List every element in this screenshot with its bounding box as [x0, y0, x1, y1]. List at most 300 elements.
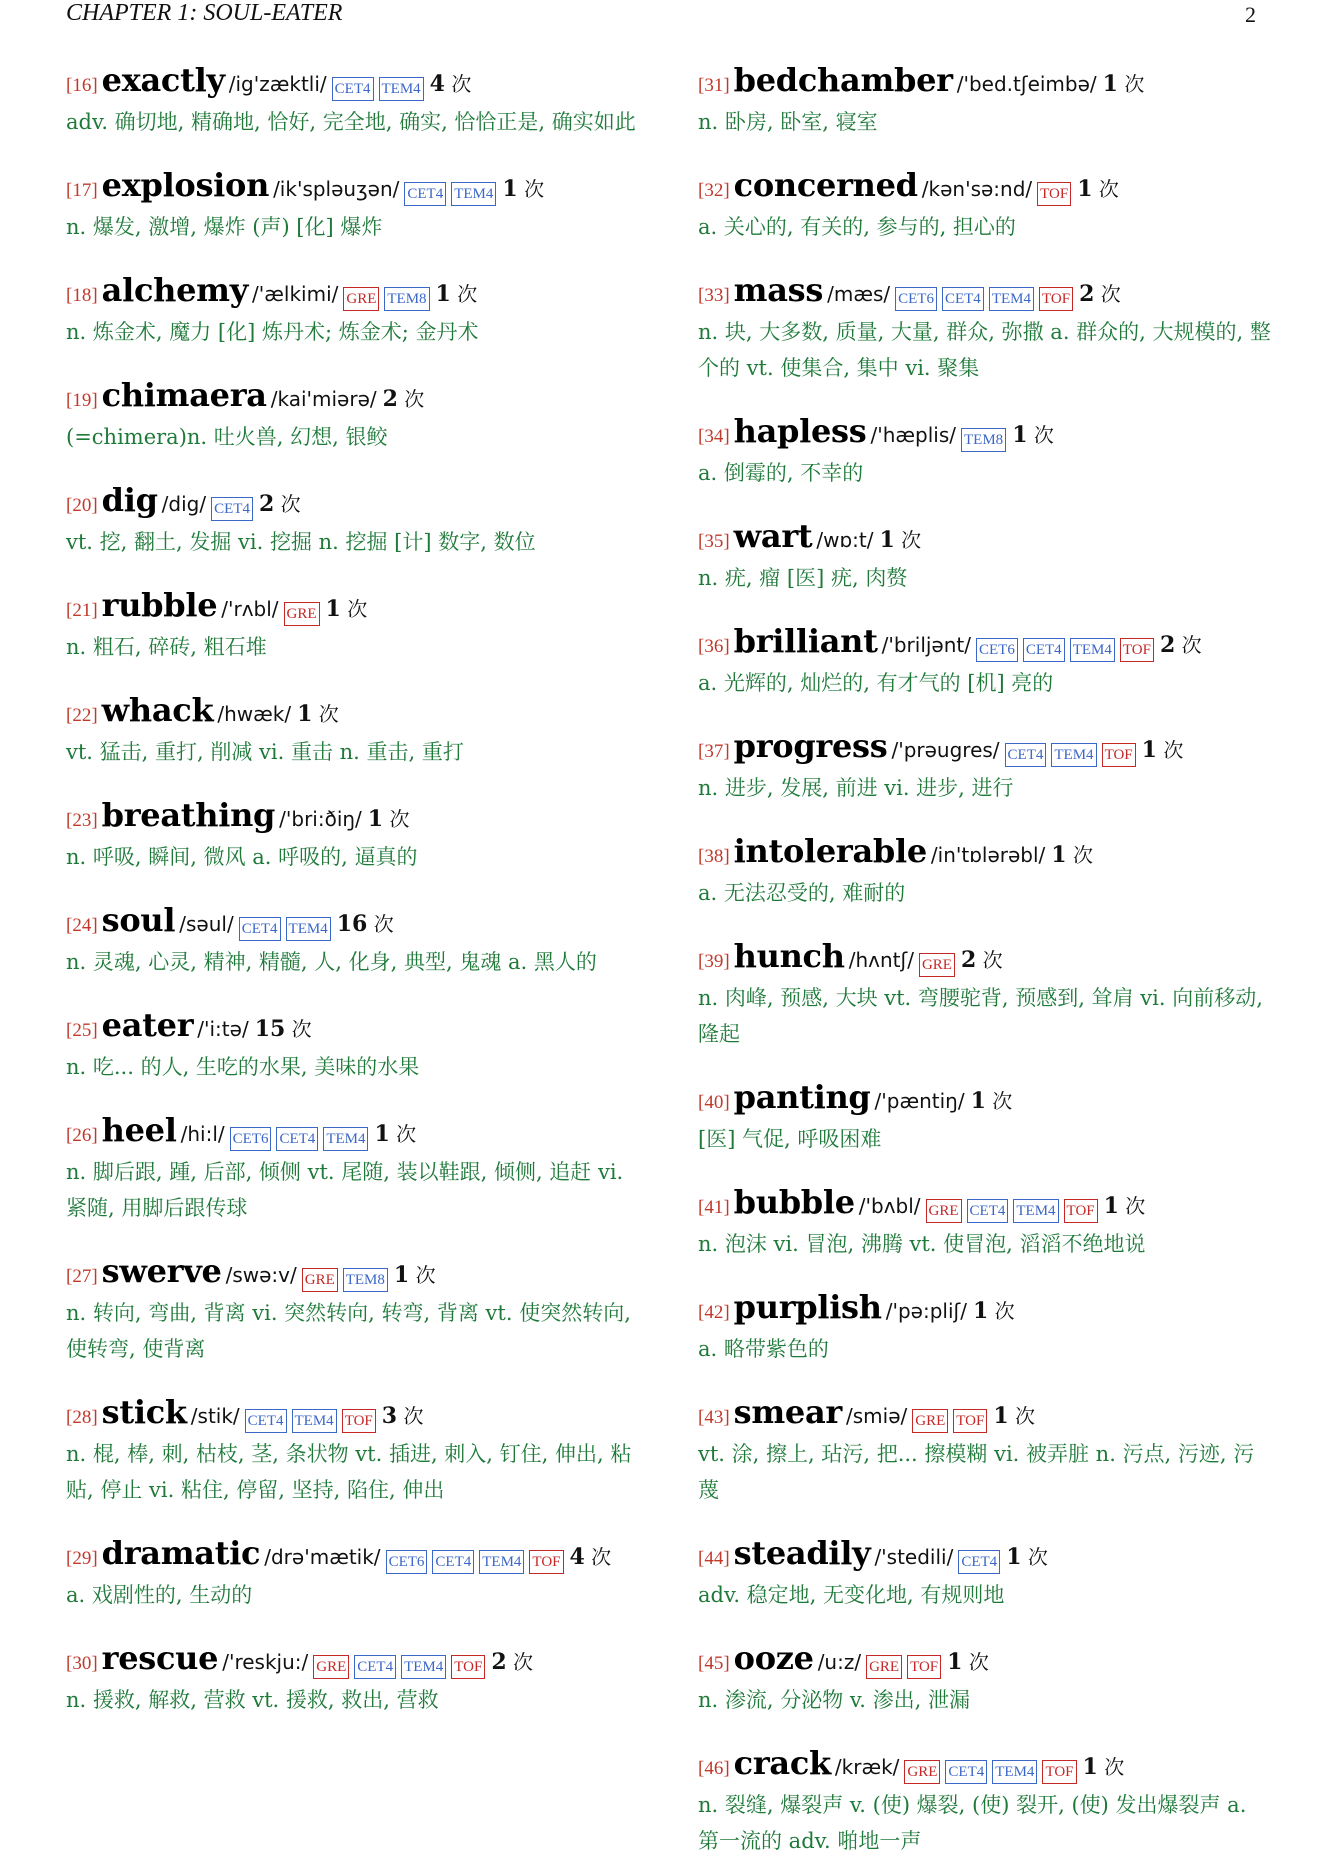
- entry-definition: n. 泡沫 vi. 冒泡, 沸腾 vt. 使冒泡, 滔滔不绝地说: [698, 1232, 1146, 1256]
- entry-headline: [66, 167, 641, 209]
- occurrence-count: [502, 177, 544, 201]
- count-unit: 次: [1125, 1194, 1146, 1218]
- count-number: 1: [1141, 737, 1157, 763]
- entry-index: [19]: [66, 390, 98, 411]
- entry-word: breathing: [101, 796, 276, 834]
- count-unit: 次: [318, 702, 339, 726]
- entry-phonetic: /hwæk/: [217, 702, 292, 726]
- count-unit: 次: [1072, 843, 1093, 867]
- exam-tag-badge: TEM8: [343, 1268, 388, 1292]
- entry-word: chimaera: [101, 376, 267, 414]
- entry-index: [20]: [66, 495, 98, 516]
- entry-phonetic: /'prəugres/: [891, 738, 1000, 762]
- left-column: [66, 62, 641, 1745]
- entry-definition: [医] 气促, 呼吸困难: [698, 1127, 882, 1151]
- occurrence-count: [394, 1263, 436, 1287]
- entry-definition: n. 援救, 解救, 营救 vt. 援救, 救出, 营救: [66, 1688, 439, 1712]
- count-unit: 次: [403, 1404, 424, 1428]
- count-number: 1: [374, 1121, 390, 1147]
- vocab-entry: [698, 728, 1273, 806]
- vocab-entry: [698, 272, 1273, 386]
- entry-word: intolerable: [733, 832, 927, 870]
- entry-phonetic: /'i:tə/: [197, 1017, 249, 1041]
- entry-definition: a. 倒霉的, 不幸的: [698, 461, 864, 485]
- count-unit: 次: [992, 1089, 1013, 1113]
- count-unit: 次: [982, 948, 1003, 972]
- count-number: 1: [879, 527, 895, 553]
- vocab-entry: [698, 1535, 1273, 1613]
- vocab-entry: [66, 692, 641, 770]
- count-number: 1: [393, 1262, 410, 1288]
- entry-word: explosion: [101, 166, 270, 204]
- count-number: 4: [569, 1544, 585, 1570]
- count-number: 2: [1159, 632, 1176, 658]
- count-number: 1: [1012, 422, 1028, 448]
- count-unit: 次: [1181, 633, 1202, 657]
- entry-word: brilliant: [733, 622, 878, 660]
- vocab-entry: [66, 1253, 641, 1367]
- count-unit: 次: [457, 282, 478, 306]
- entry-headline: [66, 377, 641, 419]
- entry-phonetic: /dig/: [161, 492, 207, 516]
- count-unit: 次: [901, 528, 922, 552]
- vocab-entry: [698, 938, 1273, 1052]
- entry-word: dig: [101, 481, 158, 519]
- occurrence-count: [491, 1650, 533, 1674]
- entry-definition: n. 裂缝, 爆裂声 v. (使) 爆裂, (使) 裂开, (使) 发出爆裂声 a. 第一流的 adv. 啪地一声: [698, 1793, 1247, 1853]
- exam-tag-badge: CET4: [967, 1199, 1009, 1223]
- entry-definition: n. 进步, 发展, 前进 vi. 进步, 进行: [698, 776, 1014, 800]
- entry-word: hapless: [733, 412, 867, 450]
- entry-headline: [698, 167, 1273, 209]
- occurrence-count: [1103, 72, 1145, 96]
- count-number: 1: [1006, 1544, 1022, 1570]
- entry-headline: [698, 413, 1273, 455]
- occurrence-count: [961, 948, 1003, 972]
- occurrence-count: [1051, 843, 1093, 867]
- entry-phonetic: /hʌntʃ/: [848, 948, 914, 972]
- entry-definition: a. 戏剧性的, 生动的: [66, 1583, 253, 1607]
- entry-headline: [698, 272, 1273, 314]
- chapter-title: CHAPTER 1: SOUL-EATER: [66, 0, 343, 26]
- entry-phonetic: /in'tɒlərəbl/: [930, 843, 1046, 867]
- exam-tag-badge: CET6: [895, 287, 937, 311]
- entry-phonetic: /stik/: [190, 1404, 240, 1428]
- exam-tag-badge: TEM8: [384, 287, 429, 311]
- exam-tag-badge: TOF: [1120, 638, 1154, 662]
- exam-tag-badge: CET4: [211, 497, 253, 521]
- count-number: 16: [336, 911, 368, 937]
- entry-phonetic: /'pə:pliʃ/: [885, 1299, 967, 1323]
- vocab-entry: [66, 1640, 641, 1718]
- exam-tag-badge: GRE: [912, 1409, 948, 1433]
- vocab-entry: [66, 167, 641, 245]
- exam-tag-badge: CET4: [276, 1127, 318, 1151]
- count-number: 1: [1103, 1193, 1119, 1219]
- entry-word: dramatic: [101, 1534, 261, 1572]
- count-unit: 次: [1033, 423, 1054, 447]
- count-unit: 次: [1015, 1404, 1035, 1428]
- entry-definition: n. 肉峰, 预感, 大块 vt. 弯腰驼背, 预感到, 耸肩 vi. 向前移动, 隆起: [698, 986, 1263, 1046]
- entry-phonetic: /'bed.tʃeimbə/: [956, 72, 1097, 96]
- entry-definition: n. 块, 大多数, 质量, 大量, 群众, 弥撒 a. 群众的, 大规模的, 整个的 vt. 使集合, 集中 vi. 聚集: [698, 320, 1271, 380]
- exam-tag-badge: TEM4: [1070, 638, 1115, 662]
- entry-headline: [698, 1184, 1273, 1226]
- vocab-entry: [66, 1535, 641, 1613]
- occurrence-count: [430, 72, 472, 96]
- entry-headline: [698, 1289, 1273, 1331]
- vocab-entry: [66, 377, 641, 455]
- vocab-entry: [66, 62, 641, 140]
- count-unit: 次: [513, 1650, 534, 1674]
- vocab-entry: [66, 272, 641, 350]
- vocab-entry: [66, 587, 641, 665]
- exam-tag-badge: CET6: [386, 1550, 428, 1574]
- entry-phonetic: /'bʌbl/: [858, 1194, 921, 1218]
- count-number: 1: [972, 1298, 989, 1324]
- occurrence-count: [1083, 1755, 1125, 1779]
- entry-headline: [66, 1007, 641, 1049]
- entry-word: panting: [733, 1078, 871, 1116]
- count-unit: 次: [1163, 738, 1184, 762]
- entry-definition: a. 光辉的, 灿烂的, 有才气的 [机] 亮的: [698, 671, 1054, 695]
- count-unit: 次: [1027, 1545, 1048, 1569]
- entry-phonetic: /ik'spləuʒən/: [273, 177, 400, 201]
- count-unit: 次: [1098, 177, 1119, 201]
- entry-index: [32]: [698, 180, 730, 201]
- entry-word: eater: [101, 1006, 194, 1044]
- entry-word: stick: [101, 1393, 187, 1431]
- count-number: 1: [1077, 176, 1093, 202]
- count-unit: 次: [389, 807, 410, 831]
- entry-index: [42]: [698, 1302, 730, 1323]
- occurrence-count: [326, 597, 368, 621]
- exam-tag-badge: CET4: [942, 287, 984, 311]
- occurrence-count: [1160, 633, 1202, 657]
- entry-headline: [66, 1253, 641, 1295]
- entry-phonetic: /drə'mætik/: [264, 1545, 381, 1569]
- entry-definition: n. 吃... 的人, 生吃的水果, 美味的水果: [66, 1055, 420, 1079]
- exam-tag-badge: CET4: [354, 1655, 396, 1679]
- entry-phonetic: /kən'sə:nd/: [921, 177, 1033, 201]
- entry-definition: n. 粗石, 碎砖, 粗石堆: [66, 635, 267, 659]
- entry-definition: n. 卧房, 卧室, 寝室: [698, 110, 878, 134]
- vocab-entry: [66, 482, 641, 560]
- entry-headline: [698, 1079, 1273, 1121]
- count-number: 2: [1079, 281, 1095, 307]
- count-number: 4: [429, 71, 445, 97]
- entry-headline: [698, 518, 1273, 560]
- entry-index: [35]: [698, 531, 730, 552]
- vocab-entry: [698, 833, 1273, 911]
- exam-tag-badge: GRE: [866, 1655, 902, 1679]
- entry-phonetic: /'hæplis/: [870, 423, 957, 447]
- occurrence-count: [880, 528, 922, 552]
- count-unit: 次: [415, 1263, 436, 1287]
- entry-index: [31]: [698, 75, 730, 96]
- entry-definition: vt. 涂, 擦上, 玷污, 把... 擦模糊 vi. 被弄脏 n. 污点, 污迹, 污蔑: [698, 1442, 1255, 1502]
- entry-definition: adv. 确切地, 精确地, 恰好, 完全地, 确实, 恰恰正是, 确实如此: [66, 110, 636, 134]
- count-number: 2: [382, 386, 398, 412]
- exam-tag-badge: CET4: [1005, 743, 1047, 767]
- vocab-entry: [698, 62, 1273, 140]
- count-unit: 次: [524, 177, 545, 201]
- exam-tag-badge: TEM4: [401, 1655, 446, 1679]
- entry-index: [23]: [66, 810, 98, 831]
- exam-tag-badge: CET4: [239, 917, 281, 941]
- entry-headline: [66, 1535, 641, 1577]
- occurrence-count: [1006, 1545, 1048, 1569]
- occurrence-count: [337, 912, 394, 936]
- occurrence-count: [297, 702, 339, 726]
- count-unit: 次: [1124, 72, 1145, 96]
- count-unit: 次: [404, 387, 425, 411]
- count-unit: 次: [1100, 282, 1121, 306]
- exam-tag-badge: TOF: [1042, 1760, 1076, 1784]
- occurrence-count: [1142, 738, 1184, 762]
- entry-phonetic: /swə:v/: [225, 1263, 297, 1287]
- exam-tag-badge: TOF: [1064, 1199, 1098, 1223]
- entry-definition: n. 呼吸, 瞬间, 微风 a. 呼吸的, 逼真的: [66, 845, 418, 869]
- entry-phonetic: /'reskju:/: [222, 1650, 309, 1674]
- vocab-entry: [66, 797, 641, 875]
- count-number: 1: [297, 701, 313, 727]
- entry-definition: n. 棍, 棒, 刺, 枯枝, 茎, 条状物 vt. 插进, 刺入, 钉住, 伸出, 粘贴, 停止 vi. 粘住, 停留, 坚持, 陷住, 伸出: [66, 1442, 632, 1502]
- exam-tag-badge: TOF: [529, 1550, 563, 1574]
- entry-index: [28]: [66, 1407, 98, 1428]
- entry-index: [24]: [66, 915, 98, 936]
- exam-tag-badge: GRE: [284, 602, 320, 626]
- entry-phonetic: /hi:l/: [180, 1122, 225, 1146]
- occurrence-count: [947, 1650, 989, 1674]
- count-unit: 次: [291, 1017, 312, 1041]
- entry-headline: [66, 1112, 641, 1154]
- entry-word: ooze: [733, 1639, 814, 1677]
- count-number: 15: [254, 1016, 286, 1042]
- entry-definition: a. 关心的, 有关的, 参与的, 担心的: [698, 215, 1016, 239]
- entry-index: [25]: [66, 1020, 98, 1041]
- entry-headline: [66, 797, 641, 839]
- exam-tag-badge: CET4: [432, 1550, 474, 1574]
- count-number: 2: [960, 947, 977, 973]
- exam-tag-badge: GRE: [926, 1199, 962, 1223]
- occurrence-count: [1104, 1194, 1146, 1218]
- entry-headline: [698, 1535, 1273, 1577]
- entry-definition: n. 渗流, 分泌物 v. 渗出, 泄漏: [698, 1688, 970, 1712]
- entry-word: progress: [733, 727, 888, 765]
- exam-tag-badge: CET6: [976, 638, 1018, 662]
- exam-tag-badge: TOF: [953, 1409, 987, 1433]
- entry-word: rescue: [101, 1639, 219, 1677]
- entry-definition: a. 无法忍受的, 难耐的: [698, 881, 906, 905]
- entry-index: [17]: [66, 180, 98, 201]
- entry-index: [18]: [66, 285, 98, 306]
- entry-headline: [698, 938, 1273, 980]
- exam-tag-badge: TEM4: [992, 1760, 1037, 1784]
- entry-word: alchemy: [101, 271, 249, 309]
- entry-definition: vt. 挖, 翻土, 发掘 vi. 挖掘 n. 挖掘 [计] 数字, 数位: [66, 530, 536, 554]
- count-number: 1: [1082, 1754, 1098, 1780]
- exam-tag-badge: GRE: [919, 953, 955, 977]
- entry-definition: adv. 稳定地, 无变化地, 有规则地: [698, 1583, 1005, 1607]
- entry-headline: [698, 833, 1273, 875]
- exam-tag-badge: GRE: [343, 287, 379, 311]
- count-number: 1: [325, 596, 341, 622]
- occurrence-count: [255, 1017, 312, 1041]
- entry-phonetic: /mæs/: [827, 282, 891, 306]
- entry-index: [46]: [698, 1758, 730, 1779]
- count-unit: 次: [396, 1122, 417, 1146]
- exam-tag-badge: CET4: [245, 1409, 287, 1433]
- entry-headline: [66, 482, 641, 524]
- count-unit: 次: [373, 912, 394, 936]
- count-unit: 次: [994, 1299, 1015, 1323]
- entry-index: [16]: [66, 75, 98, 96]
- exam-tag-badge: TEM4: [286, 917, 331, 941]
- occurrence-count: [382, 1404, 424, 1428]
- entry-word: whack: [101, 691, 214, 729]
- entry-phonetic: /ig'zæktli/: [228, 72, 327, 96]
- count-number: 1: [970, 1088, 986, 1114]
- entry-index: [27]: [66, 1266, 98, 1287]
- entry-phonetic: /smiə/: [846, 1404, 908, 1428]
- entry-phonetic: /kai'miərə/: [270, 387, 377, 411]
- entry-headline: [66, 1394, 641, 1436]
- entry-index: [26]: [66, 1125, 98, 1146]
- entry-index: [30]: [66, 1653, 98, 1674]
- exam-tag-badge: TOF: [1037, 182, 1071, 206]
- vocab-entry: [698, 167, 1273, 245]
- entry-headline: [698, 728, 1273, 770]
- occurrence-count: [1079, 282, 1121, 306]
- entry-headline: [66, 272, 641, 314]
- entry-phonetic: /'ælkimi/: [252, 282, 339, 306]
- count-number: 1: [1102, 71, 1118, 97]
- entry-index: [34]: [698, 426, 730, 447]
- entry-phonetic: /'rʌbl/: [221, 597, 279, 621]
- page-header: [66, 0, 1256, 30]
- vocab-entry: [698, 1745, 1273, 1859]
- entry-phonetic: /'bri:ðiŋ/: [279, 807, 362, 831]
- entry-index: [40]: [698, 1092, 730, 1113]
- entry-index: [41]: [698, 1197, 730, 1218]
- vocab-entry: [66, 902, 641, 980]
- count-number: 1: [367, 806, 384, 832]
- exam-tag-badge: TEM4: [451, 182, 496, 206]
- entry-index: [33]: [698, 285, 730, 306]
- occurrence-count: [383, 387, 425, 411]
- entry-headline: [66, 62, 641, 104]
- exam-tag-badge: CET6: [230, 1127, 272, 1151]
- entry-index: [38]: [698, 846, 730, 867]
- entry-word: swerve: [101, 1252, 222, 1290]
- vocab-entry: [66, 1007, 641, 1085]
- exam-tag-badge: CET4: [404, 182, 446, 206]
- entry-headline: [66, 692, 641, 734]
- occurrence-count: [1012, 423, 1054, 447]
- exam-tag-badge: TEM4: [292, 1409, 337, 1433]
- entry-definition: n. 疣, 瘤 [医] 疣, 肉赘: [698, 566, 908, 590]
- count-unit: 次: [347, 597, 368, 621]
- occurrence-count: [971, 1089, 1013, 1113]
- vocab-entry: [698, 1079, 1273, 1157]
- entry-definition: n. 脚后跟, 踵, 后部, 倾侧 vt. 尾随, 装以鞋跟, 倾侧, 追赶 vi. 紧随, 用脚后跟传球: [66, 1160, 624, 1220]
- vocab-entry: [66, 1112, 641, 1226]
- entry-definition: vt. 猛击, 重打, 削减 vi. 重击 n. 重击, 重打: [66, 740, 464, 764]
- entry-headline: [66, 1640, 641, 1682]
- vocab-entry: [698, 1289, 1273, 1367]
- entry-index: [43]: [698, 1407, 730, 1428]
- exam-tag-badge: GRE: [313, 1655, 349, 1679]
- entry-index: [29]: [66, 1548, 98, 1569]
- exam-tag-badge: CET4: [958, 1550, 1000, 1574]
- entry-definition: a. 略带紫色的: [698, 1337, 829, 1361]
- occurrence-count: [436, 282, 478, 306]
- count-number: 3: [381, 1403, 398, 1429]
- entry-phonetic: /'pæntiŋ/: [874, 1089, 965, 1113]
- entry-word: steadily: [733, 1534, 871, 1572]
- entry-headline: [66, 902, 641, 944]
- exam-tag-badge: CET4: [945, 1760, 987, 1784]
- entry-definition: n. 转向, 弯曲, 背离 vi. 突然转向, 转弯, 背离 vt. 使突然转向, 使转弯, 使背离: [66, 1301, 631, 1361]
- exam-tag-badge: TEM4: [323, 1127, 368, 1151]
- entry-word: heel: [101, 1111, 177, 1149]
- exam-tag-badge: TOF: [342, 1409, 376, 1433]
- exam-tag-badge: TEM8: [961, 428, 1006, 452]
- count-unit: 次: [1104, 1755, 1125, 1779]
- vocab-entry: [698, 1640, 1273, 1718]
- exam-tag-badge: GRE: [904, 1760, 940, 1784]
- vocab-entry: [698, 518, 1273, 596]
- entry-phonetic: /'stedili/: [874, 1545, 954, 1569]
- entry-word: bedchamber: [733, 61, 953, 99]
- occurrence-count: [1077, 177, 1119, 201]
- occurrence-count: [570, 1545, 612, 1569]
- count-unit: 次: [968, 1650, 989, 1674]
- entry-word: smear: [733, 1393, 842, 1431]
- occurrence-count: [374, 1122, 416, 1146]
- exam-tag-badge: TOF: [1039, 287, 1073, 311]
- entry-word: mass: [733, 271, 824, 309]
- exam-tag-badge: TEM4: [989, 287, 1034, 311]
- exam-tag-badge: TEM4: [379, 77, 424, 101]
- entry-index: [21]: [66, 600, 98, 621]
- entry-headline: [698, 1745, 1273, 1787]
- entry-headline: [698, 1394, 1273, 1436]
- entry-index: [36]: [698, 636, 730, 657]
- entry-phonetic: /səul/: [179, 912, 234, 936]
- entry-definition: n. 爆发, 激增, 爆炸 (声) [化] 爆炸: [66, 215, 383, 239]
- exam-tag-badge: TOF: [1102, 743, 1136, 767]
- entry-word: concerned: [733, 166, 918, 204]
- exam-tag-badge: CET4: [1023, 638, 1065, 662]
- exam-tag-badge: TEM4: [1051, 743, 1096, 767]
- count-number: 2: [491, 1649, 507, 1675]
- entry-word: rubble: [101, 586, 218, 624]
- entry-headline: [698, 62, 1273, 104]
- count-number: 1: [947, 1649, 963, 1675]
- entry-headline: [66, 587, 641, 629]
- exam-tag-badge: CET4: [332, 77, 374, 101]
- occurrence-count: [993, 1404, 1035, 1428]
- exam-tag-badge: TEM4: [479, 1550, 524, 1574]
- count-unit: 次: [591, 1545, 612, 1569]
- entry-definition: (=chimera)n. 吐火兽, 幻想, 银鲛: [66, 425, 388, 449]
- entry-definition: n. 炼金术, 魔力 [化] 炼丹术; 炼金术; 金丹术: [66, 320, 479, 344]
- entry-word: wart: [733, 517, 813, 555]
- exam-tag-badge: GRE: [302, 1268, 338, 1292]
- right-column: [698, 62, 1273, 1870]
